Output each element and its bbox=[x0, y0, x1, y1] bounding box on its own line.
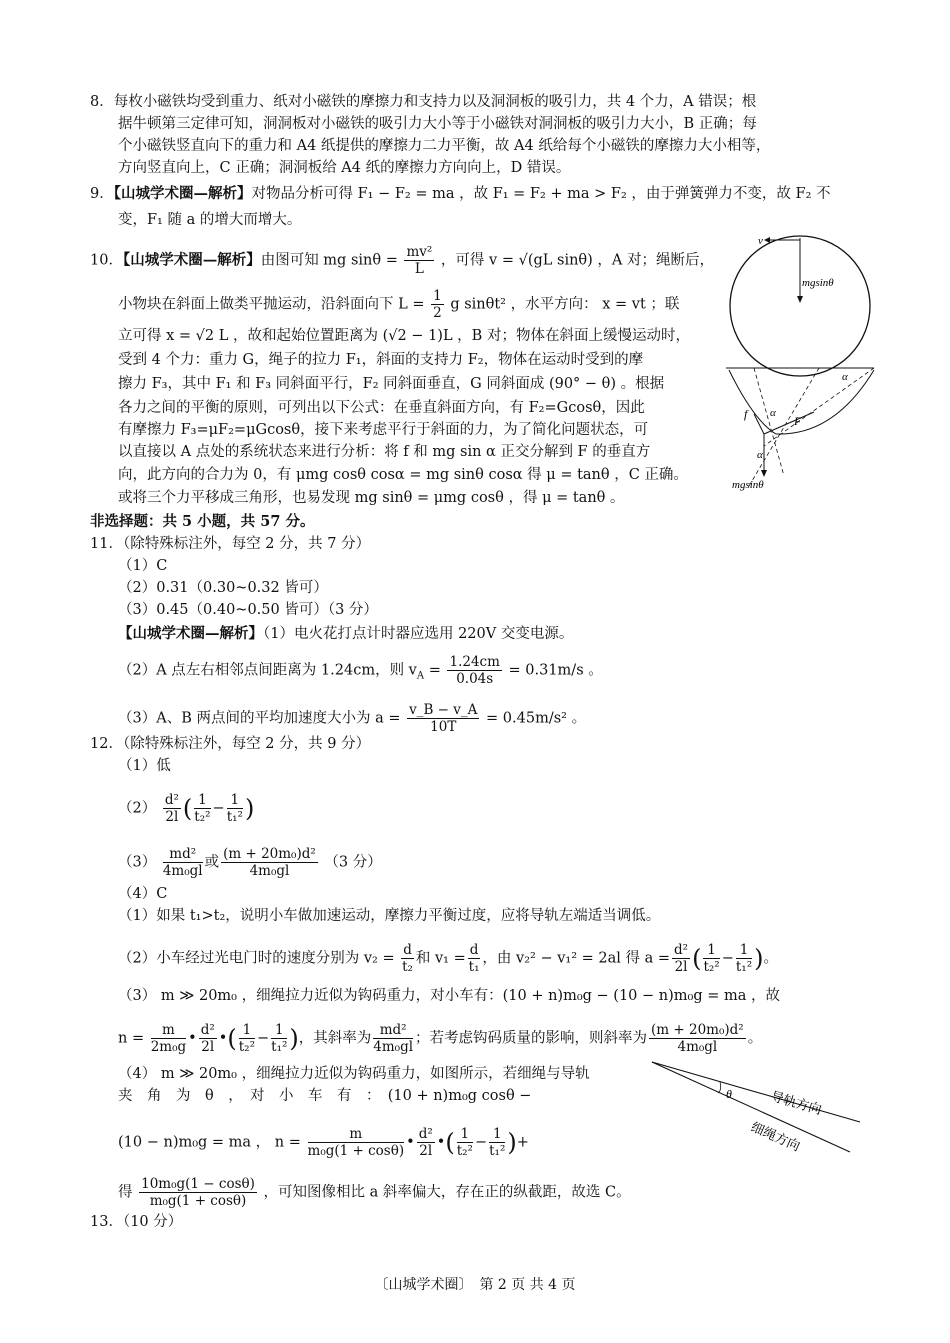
section-heading: 非选择题：共 5 小题，共 57 分。 bbox=[90, 513, 315, 530]
arc-left bbox=[729, 370, 776, 434]
page-footer: 〔山城学术圈〕 第 2 页 共 4 页 bbox=[374, 1277, 576, 1293]
q9-line-1 bbox=[90, 184, 831, 204]
q11-answer-3: （3）0.45（0.40~0.50 皆可）（3 分） bbox=[118, 602, 378, 618]
velocity-arrowhead bbox=[764, 237, 770, 243]
alpha-label-3: α bbox=[757, 449, 763, 461]
q10-line-9: 向，此方向的合力为 0，有 μmg cosθ cosα = mg sinθ cosα 得 μ = tanθ ，C 正确。 bbox=[118, 467, 688, 483]
q12-explain-1: （1）如果 t₁>t₂，说明小车做加速运动，摩擦力平衡过度，应将导轨左端适当调低。 bbox=[118, 908, 661, 924]
q12-answer-3: （3） $\frac{\text{md²}}{\text{4m₀gl}}$ 或 $\frac{\text{(m + 20m₀)d²}}{\text{4m₀gl}}$ （3 分） bbox=[118, 846, 382, 879]
dashed-line-2 bbox=[749, 368, 819, 486]
velocity-label: v bbox=[758, 235, 763, 247]
arc-right bbox=[776, 370, 874, 434]
q10-fraction-half: $\frac{1}{2}$ bbox=[433, 288, 442, 321]
angle-arc bbox=[718, 1082, 721, 1093]
q10-force-figure bbox=[724, 366, 884, 496]
q10-fraction-mv2-L: $\frac{\text{mv²}}{L}$ bbox=[406, 244, 433, 277]
q8-line-1: 8．每枚小磁铁均受到重力、纸对小磁铁的摩擦力和支持力以及洞洞板的吸引力，共 4 个力，A 错误；根 bbox=[90, 94, 757, 110]
q12-explain-3b: n = $\frac{m}{\text{2m₀g}}$ • $\frac{\text{d²}}{2l}$ •( $\frac{1}{\text{t₂²}}$ − $\frac{1}{\text{t₁²}}$ )，其斜率为 $\frac{\text{md²}}{\text{4m₀gl}}$ ；若考虑钩码质量的影响，则斜率为 $\frac{\text{(m + 20m₀)d²}}{\text{4m₀gl}}$ 。 bbox=[118, 1022, 763, 1055]
rope-direction-label: 细绳方向 bbox=[748, 1119, 803, 1154]
q12-answer-4: （4）C bbox=[118, 886, 168, 902]
q8-line-4: 方向竖直向上，C 正确；洞洞板给 A4 纸的摩擦力方向向上，D 错误。 bbox=[118, 160, 571, 176]
q12-explain-4a: （4） m ≫ 20m₀ ，细绳拉力近似为钩码重力，如图所示，若细绳与导轨 bbox=[118, 1066, 590, 1082]
alpha-label-2: α bbox=[770, 407, 776, 419]
q12-heading: 12．（除特殊标注外，每空 2 分，共 9 分） bbox=[90, 736, 371, 752]
q11-answer-2: （2）0.31（0.30~0.32 皆可） bbox=[118, 580, 328, 596]
q10-line-5: 擦力 F₃，其中 F₁ 和 F₃ 同斜面平行，F₂ 同斜面垂直，G 同斜面成 (90° − θ) 。根据 bbox=[118, 376, 665, 392]
q12-explain-4d: 得 $\frac{\text{10m₀g(1 − cosθ)}}{\text{m₀g(1 + cosθ)}}$ ，可知图像相比 a 斜率偏大，存在正的纵截距，故选 C。 bbox=[118, 1176, 631, 1209]
q9-tag: 【山城学术圈—解析】 bbox=[113, 185, 252, 202]
dashed-line-3 bbox=[764, 368, 874, 446]
q12-answer-2: （2） $\frac{\text{d²}}{2l}$ ( $\frac{1}{\text{t₂²}}$ − $\frac{1}{\text{t₁²}}$ ) bbox=[118, 792, 255, 825]
f-label: f bbox=[744, 407, 748, 421]
q10-line-4: 受到 4 个力：重力 G，绳子的拉力 F₁，斜面的支持力 F₂，物体在运动时受到的摩 bbox=[118, 352, 644, 368]
q11-heading: 11．（除特殊标注外，每空 2 分，共 7 分） bbox=[90, 536, 371, 552]
q9-number: 9． bbox=[90, 186, 114, 202]
gravity-label: mgsinθ bbox=[802, 277, 834, 289]
q12-explain-4c: (10 − n)m₀g = ma ， n = $\frac{m}{\text{m₀g(1 + cosθ)}}$ • $\frac{\text{d²}}{2l}$ •( $\frac{1}{\text{t₂²}}$ − $\frac{1}{\text{t₁²}}$ )+ bbox=[118, 1126, 529, 1159]
q11-explain-3: （3）A、B 两点间的平均加速度大小为 a = $\frac{v\_B - v\_A}{10T}$ = 0.45m/s² 。 bbox=[118, 702, 587, 735]
q10-text-1b: ，可得 v = √(gL sinθ) ，A 对；绳断后， bbox=[440, 252, 714, 269]
q10-line-1 bbox=[90, 244, 714, 277]
q10-line-3: 立可得 x = √2 L ，故和起始位置距离为 (√2 − 1)L ，B 对；物体在斜面上缓慢运动时， bbox=[118, 328, 690, 344]
q11-explain-2: （2）A 点左右相邻点间距离为 1.24cm，则 $v_A$ = $\frac{1.24cm}{0.04s}$ = 0.31m/s 。 bbox=[118, 654, 603, 687]
rail-line-upper bbox=[652, 1062, 860, 1122]
q11-answer-1: （1）C bbox=[118, 558, 168, 574]
q10-number: 10． bbox=[90, 252, 123, 269]
q12-angle-figure bbox=[650, 1058, 865, 1163]
q8-line-2: 据牛顿第三定律可知，洞洞板对小磁铁的吸引力大小等于小磁铁对洞洞板的吸引力大小，B 正确；每 bbox=[118, 116, 757, 132]
q10-line-2: 小物块在斜面上做类平抛运动，沿斜面向下 L = $\frac{1}{2}$ g sinθt² ，水平方向： x = vt ；联 bbox=[118, 288, 680, 321]
q11-explain-1: 【山城学术圈—解析】（1）电火花打点计时器应选用 220V 交变电源。 bbox=[118, 625, 574, 642]
q9-line-2: 变，F₁ 随 a 的增大而增大。 bbox=[118, 212, 302, 228]
q10-circle-figure bbox=[728, 230, 878, 380]
q12-explain-2: （2）小车经过光电门时的速度分别为 v₂ = $\frac{d}{\text{t₂}}$ 和 v₁ = $\frac{d}{\text{t₁}}$ ，由 v₂² − v₁² = 2al 得 a = $\frac{\text{d²}}{2l}$ ( $\frac{1}{\text{t₂²}}$ − $\frac{1}{\text{t₁²}}$ )。 bbox=[118, 942, 778, 975]
mg-label-2: mgsinθ bbox=[732, 479, 764, 491]
q10-line-8: 以直接以 A 点处的系统状态来进行分析：将 f 和 mg sin α 正交分解到 F 的垂直方 bbox=[118, 444, 651, 460]
q8-line-3: 个小磁铁竖直向下的重力和 A4 纸提供的摩擦力二力平衡，故 A4 纸给每个小磁铁的摩擦力大小相等， bbox=[118, 138, 771, 154]
rail-direction-label: 导轨方向 bbox=[769, 1088, 824, 1118]
gravity-arrowhead-2 bbox=[761, 470, 767, 477]
q10-text-1a: 由图可知 mg sinθ = bbox=[260, 252, 398, 269]
theta-label: θ bbox=[726, 1087, 732, 1101]
q10-tag: 【山城学术圈—解析】 bbox=[122, 251, 261, 269]
q12-answer-1: （1）低 bbox=[118, 758, 171, 774]
q10-line-6: 各力之间的平衡的原则，可列出以下公式：在垂直斜面方向，有 F₂=Gcosθ，因此 bbox=[118, 400, 645, 416]
q12-explain-3a: （3） m ≫ 20m₀ ，细绳拉力近似为钩码重力，对小车有：(10 + n)m₀g − (10 − n)m₀g = ma ，故 bbox=[118, 988, 780, 1004]
q10-line-10: 或将三个力平移成三角形，也易发现 mg sinθ = μmg cosθ ，得 μ = tanθ 。 bbox=[118, 490, 625, 506]
gravity-arrowhead bbox=[797, 296, 803, 303]
F-label: F bbox=[794, 414, 802, 428]
q11-fraction-a: $\frac{v\_B - v\_A}{10T}$ bbox=[409, 702, 478, 735]
q11-fraction-vA: $\frac{1.24cm}{0.04s}$ bbox=[449, 654, 500, 687]
q12-explain-4b: 夹 角 为 θ ， 对 小 车 有 ： (10 + n)m₀g cosθ − bbox=[118, 1088, 532, 1104]
q9-text-1: 对物品分析可得 F₁ − F₂ = ma ，故 F₁ = F₂ + ma > F₂ ，由于弹簧弹力不变，故 F₂ 不 bbox=[251, 186, 831, 202]
q10-line-7: 有摩擦力 F₃=μF₂=μGcosθ，接下来考虑平行于斜面的力，为了简化问题状态，可 bbox=[118, 422, 649, 438]
alpha-label-1: α bbox=[842, 371, 848, 383]
q13-heading: 13．（10 分） bbox=[90, 1214, 183, 1230]
force-f-arrow bbox=[754, 414, 764, 434]
